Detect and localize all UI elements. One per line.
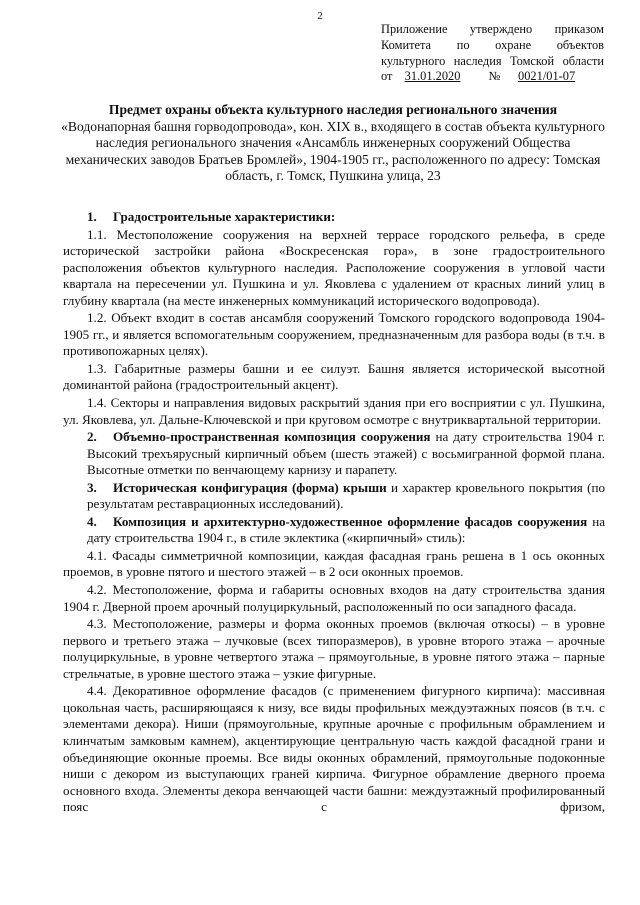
page-number: 2 [317,10,323,22]
section-2-text: на дату строительства 1904 г. Высокий трехъярусный кирпичный объем (шесть этажей) с восьмигранной формой плана. Высотные отметки по венчающему карнизу и парапету. [87,429,605,478]
paragraph-4-4: 4.4. Декоративное оформление фасадов (с применением фигурного кирпича): массивная цокольная часть, расширяющаяся к низу, все виды профильных междуэтажных поясов (в т.ч. с элементами декора). Ниши (прямоугольные, крупные арочные с профильным обрамлением и клинчатым замковым камнем), акцентирующие центральную часть каждой фасадной грани и объединяющие оконные проемы. Все виды оконных обрамлений, прямоугольные подоконные ниши с декором из выступающих граней кирпича. Фигурное обрамление дверного проема основного входа. Элементы декора венчающей части башни: междуэтажный профилированный пояс с фризом, [63,683,605,815]
section-3-title: Историческая конфигурация (форма) крыши [113,479,387,495]
document-body [63,209,605,817]
date-prefix: от [381,69,393,84]
approval-date: 31.01.2020 [404,69,461,84]
section-3 [63,480,605,513]
order-number: 0021/01-07 [518,69,576,84]
section-4 [63,514,605,547]
approval-line-3: культурного наследия Томской области [381,53,604,68]
paragraph-4-3: 4.3. Местоположение, размеры и форма оконных проемов (включая откосы) – в уровне первого и третьего этажа – лучковые (всех типоразмеров), в уровне второго этажа – арочные полуциркульные, в уровне четвертого этажа – прямоугольные, в уровне пятого этажа – парные стрельчатые, в уровне шестого этажа – узкие фигурные. [63,616,605,681]
approval-line-1: Приложение утверждено приказом [381,22,604,36]
section-4-number: 4. [87,513,97,529]
section-1-title: Градостроительные характеристики: [113,209,336,224]
section-2 [63,429,605,479]
approval-date-line [381,69,604,85]
paragraph-1-3: 1.3. Габаритные размеры башни и ее силуэт. Башня является исторической высотной доминантой района (градостроительный акцент). [63,360,605,393]
paragraph-1-4: 1.4. Секторы и направления видовых раскрытий здания при его восприятии с ул. Пушкина, ул. Яковлева, ул. Дальне-Ключевской и при круговом осмотре с внутриквартальной территории. [63,395,605,427]
section-3-number: 3. [87,479,97,495]
title-object-description: «Водонапорная башня горводопровода», кон. XIX в., входящего в состав объекта культурного наследия регионального значения «Ансамбль инженерных сооружений Общества механических заводов Братьев Бромлей», 1904-1905 гг., расположенного по адресу: Томская область, г. Томск, Пушкина улица, 23 [61,118,605,184]
paragraph-1-2: 1.2. Объект входит в состав ансамбля сооружений Томского городского водопровода 1904-1905 гг., и является вспомогательным сооружением, предназначенным для разбора воды (в т.ч. в противопожарных целях). [63,310,605,359]
section-4-title: Композиция и архитектурно-художественное оформление фасадов сооружения [113,513,588,529]
section-4-text: на дату строительства 1904 г., в стиле эклектика («кирпичный» стиль): [87,513,606,546]
section-2-title: Объемно-пространственная композиция сооружения [113,429,431,445]
paragraph-1-1: 1.1. Местоположение сооружения на верхней террасе городского рельефа, в среде исторической застройки района «Воскресенская гора», в зоне градостроительного расположения объектов культурного наследия. Расположение сооружения в угловой части квартала на пересечении ул. Пушкина и ул. Яковлева с удалением от красных линий улиц в глубину квартала (на месте инженерных коммуникаций исторического водопровода). [63,226,605,308]
number-sign: № [488,69,501,84]
approval-stamp [381,22,604,85]
paragraph-4-2: 4.2. Местоположение, форма и габариты основных входов на дату строительства здания 1904 г. Дверной проем арочный полуциркульный, расположенный по оси западного фасада. [63,582,605,614]
section-2-number: 2. [87,429,97,445]
paragraph-4-1: 4.1. Фасады симметричной композиции, каждая фасадная грань решена в 1 ось оконных проемов, в уровне пятого и шестого этажей – в 2 оси оконных проемов. [63,547,605,580]
section-1-heading [63,209,605,226]
section-3-text: и характер кровельного покрытия (по результатам реставрационных исследований). [87,479,606,512]
approval-line-2: Комитета по охране объектов [381,37,604,52]
title-heading: Предмет охраны объекта культурного наследия регионального значения [108,102,558,117]
section-1-number: 1. [87,209,97,224]
document-title [60,102,606,185]
